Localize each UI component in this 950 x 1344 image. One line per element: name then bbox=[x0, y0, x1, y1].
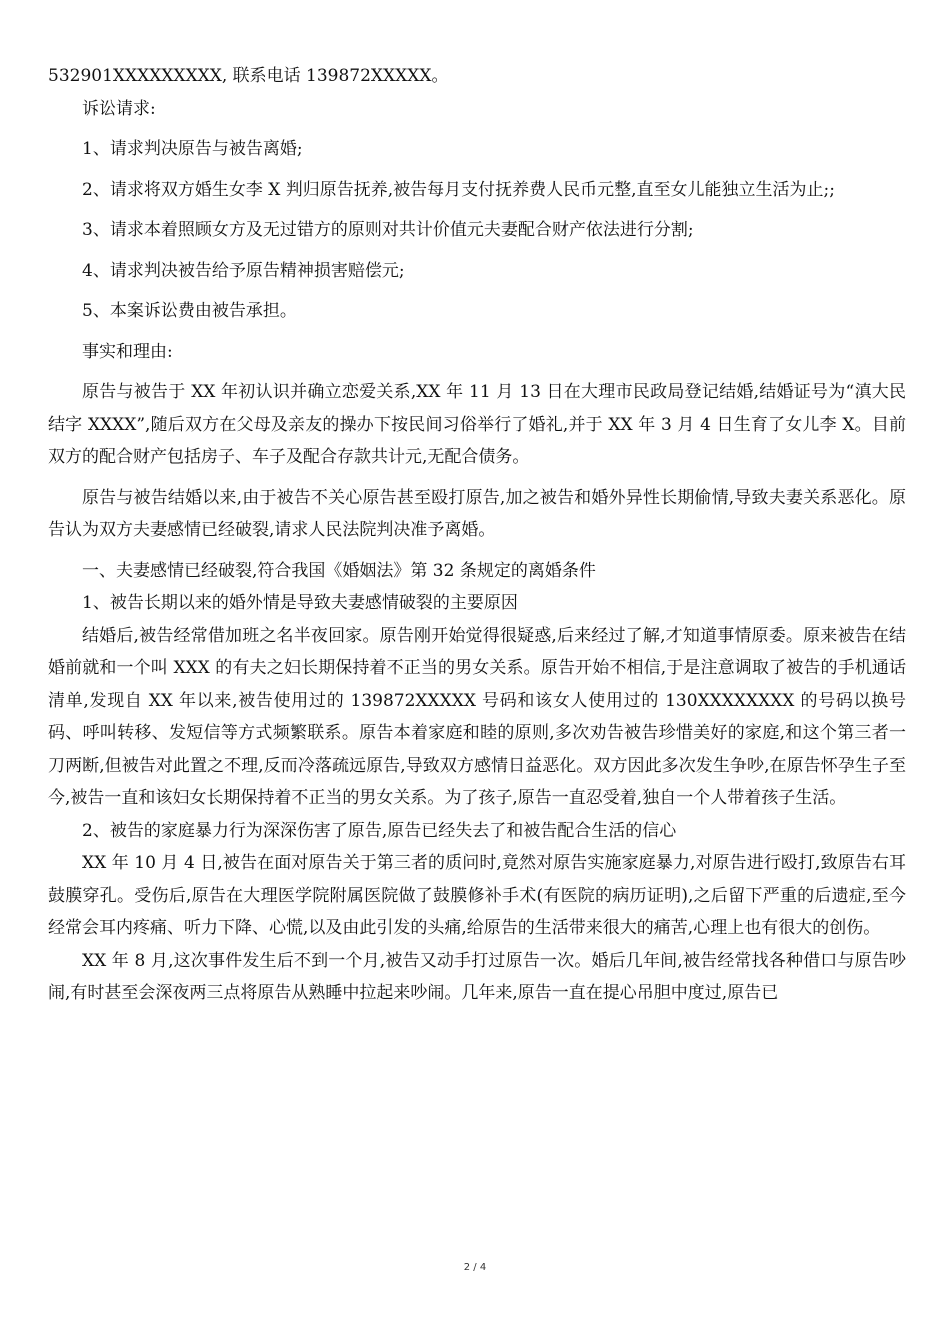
section-heading-claims: 诉讼请求: bbox=[82, 98, 156, 119]
paragraph: XX 年 10 月 4 日,被告在面对原告关于第三者的质问时,竟然对原告实施家庭暴力,对原告进行殴打,致原告右耳鼓膜穿孔。受伤后,原告在大理医学院附属医院做了鼓膜修补手术(有医院的病历证明),之后留下严重的后遗症,至今经常会耳内疼痛、听力下降、心慌,以及由此引发的头痛,给原告的生活带来很大的痛苦,心理上也有很大的创伤。 bbox=[48, 853, 906, 938]
paragraph: XX 年 8 月,这次事件发生后不到一个月,被告又动手打过原告一次。婚后几年间,被告经常找各种借口与原告吵闹,有时甚至会深夜两三点将原告从熟睡中拉起来吵闹。几年来,原告一直在提心吊胆中度过,原告已 bbox=[48, 950, 906, 1003]
section-heading-facts: 事实和理由: bbox=[82, 341, 173, 362]
paragraph: 532901XXXXXXXXX, 联系电话 139872XXXXX。 bbox=[48, 66, 449, 86]
claim-item: 3、请求本着照顾女方及无过错方的原则对共计价值元夫妻配合财产依法进行分割; bbox=[82, 220, 694, 240]
paragraph: 结婚后,被告经常借加班之名半夜回家。原告刚开始觉得很疑惑,后来经过了解,才知道事情原委。原来被告在结婚前就和一个叫 XXX 的有夫之妇长期保持着不正当的男女关系。原告开始不相信,于是注意调取了被告的手机通话清单,发现自 XX 年以来,被告使用过的 139872XXXXX 号码和该女人使用过的 130XXXXXXXX 的号码以换号码、呼叫转移、发短信等方式频繁联系。原告本着家庭和睦的原则,多次劝告被告珍惜美好的家庭,和这个第三者一刀两断,但被告对此置之不理,反而冷落疏远原告,导致双方感情日益恶化。双方因此多次发生争吵,在原告怀孕生子至今,被告一直和该妇女长期保持着不正当的男女关系。为了孩子,原告一直忍受着,独自一个人带着孩子生活。 bbox=[48, 625, 906, 808]
subheading: 一、夫妻感情已经破裂,符合我国《婚姻法》第 32 条规定的离婚条件 bbox=[82, 560, 596, 581]
claim-item: 1、请求判决原告与被告离婚; bbox=[82, 139, 303, 159]
claim-item: 5、本案诉讼费由被告承担。 bbox=[82, 301, 297, 321]
paragraph: 原告与被告结婚以来,由于被告不关心原告甚至殴打原告,加之被告和婚外异性长期偷情,导致夫妻关系恶化。原告认为双方夫妻感情已经破裂,请求人民法院判决准予离婚。 bbox=[48, 487, 906, 540]
document-page bbox=[48, 60, 906, 1010]
claim-item: 4、请求判决被告给予原告精神损害赔偿元; bbox=[82, 260, 405, 281]
subheading: 1、被告长期以来的婚外情是导致夫妻感情破裂的主要原因 bbox=[82, 593, 518, 613]
page-number: 2 / 4 bbox=[463, 1262, 487, 1273]
claim-item: 2、请求将双方婚生女李 X 判归原告抚养,被告每月支付抚养费人民币元整,直至女儿能独立生活为止;; bbox=[82, 179, 835, 200]
subheading: 2、被告的家庭暴力行为深深伤害了原告,原告已经失去了和被告配合生活的信心 bbox=[82, 820, 677, 841]
paragraph: 原告与被告于 XX 年初认识并确立恋爱关系,XX 年 11 月 13 日在大理市民政局登记结婚,结婚证号为“滇大民结字 XXXX”,随后双方在父母及亲友的操办下按民间习俗举行了婚礼,并于 XX 年 3 月 4 日生育了女儿李 X。目前双方的配合财产包括房子、车子及配合存款共计元,无配合债务。 bbox=[48, 382, 906, 467]
